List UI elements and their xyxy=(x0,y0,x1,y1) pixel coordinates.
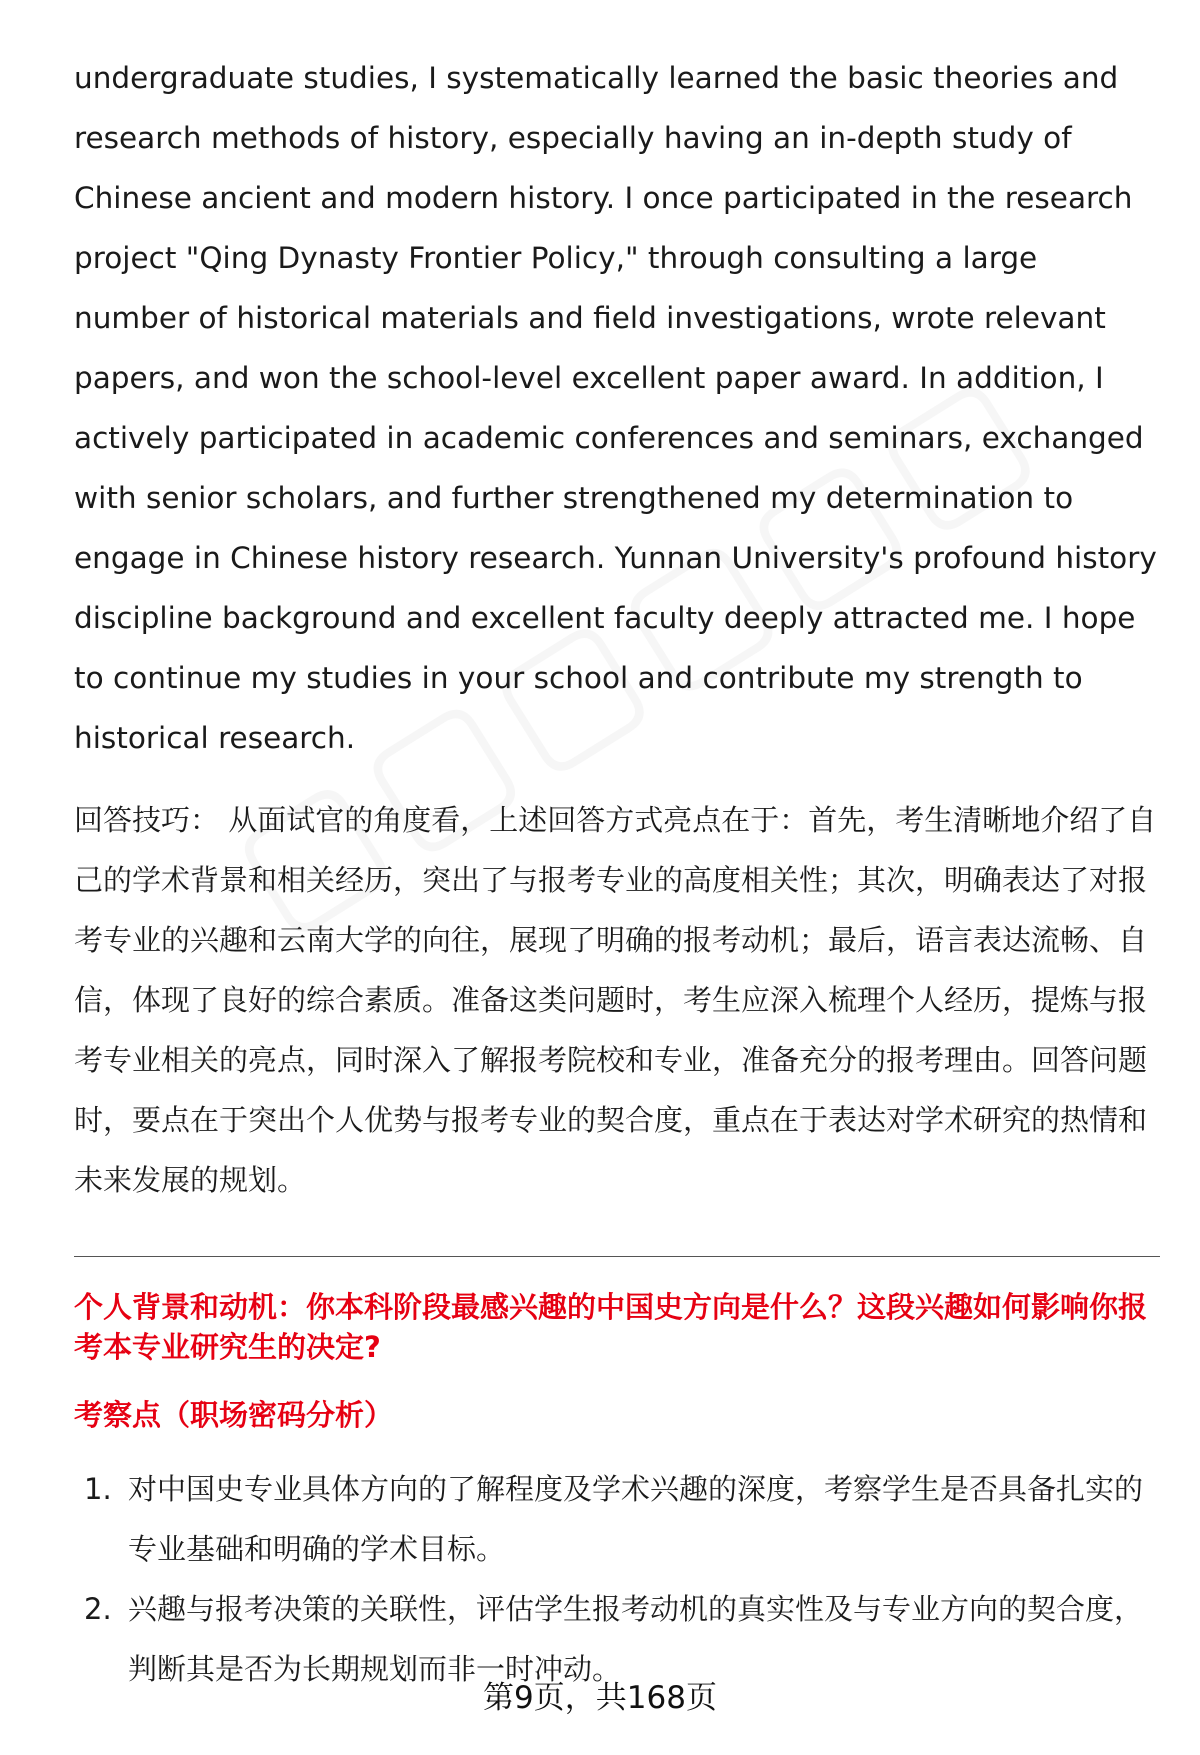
assessment-points-heading: 考察点（职场密码分析） xyxy=(74,1398,394,1432)
list-item xyxy=(74,1459,1160,1579)
answer-paragraph: undergraduate studies, I systematically learned the basic theories and research methods of history, especially having an in-depth study of Chinese ancient and modern history. I once participated in the research project "Qing Dynasty Frontier Policy," through consulting a large number of historical materials and field investigations, wrote relevant papers, and won the school-level excellent paper award. In addition, I actively participated in academic conferences and seminars, exchanged with senior scholars, and further strengthened my determination to engage in Chinese history research. Yunnan University's profound history discipline background and excellent faculty deeply attracted me. I hope to continue my studies in your school and contribute my strength to historical research. xyxy=(74,61,1157,755)
page-content xyxy=(74,48,1160,1699)
page-number-footer: 第9页，共168页 xyxy=(483,1680,717,1716)
answer-tips-paragraph: 回答技巧： 从面试官的角度看，上述回答方式亮点在于：首先，考生清晰地介绍了自己的学术背景和相关经历，突出了与报考专业的高度相关性；其次，明确表达了对报考专业的兴趣和云南大学的向往，展现了明确的报考动机；最后，语言表达流畅、自信，体现了良好的综合素质。准备这类问题时，考生应深入梳理个人经历，提炼与报考专业相关的亮点，同时深入了解报考院校和专业，准备充分的报考理由。回答问题时，要点在于突出个人优势与报考专业的契合度，重点在于表达对学术研究的热情和未来发展的规划。 xyxy=(74,803,1157,1197)
list-item-number: 2. xyxy=(84,1592,112,1626)
list-item-number: 1. xyxy=(84,1472,112,1506)
assessment-points-list xyxy=(74,1459,1160,1699)
list-item-text: 兴趣与报考决策的关联性，评估学生报考动机的真实性及与专业方向的契合度，判断其是否为长期规划而非一时冲动。 xyxy=(128,1592,1144,1686)
list-item-text: 对中国史专业具体方向的了解程度及学术兴趣的深度，考察学生是否具备扎实的专业基础和明确的学术目标。 xyxy=(128,1472,1144,1566)
question-heading: 个人背景和动机：你本科阶段最感兴趣的中国史方向是什么？这段兴趣如何影响你报考本专业研究生的决定? xyxy=(74,1290,1148,1364)
section-divider xyxy=(74,1256,1160,1257)
